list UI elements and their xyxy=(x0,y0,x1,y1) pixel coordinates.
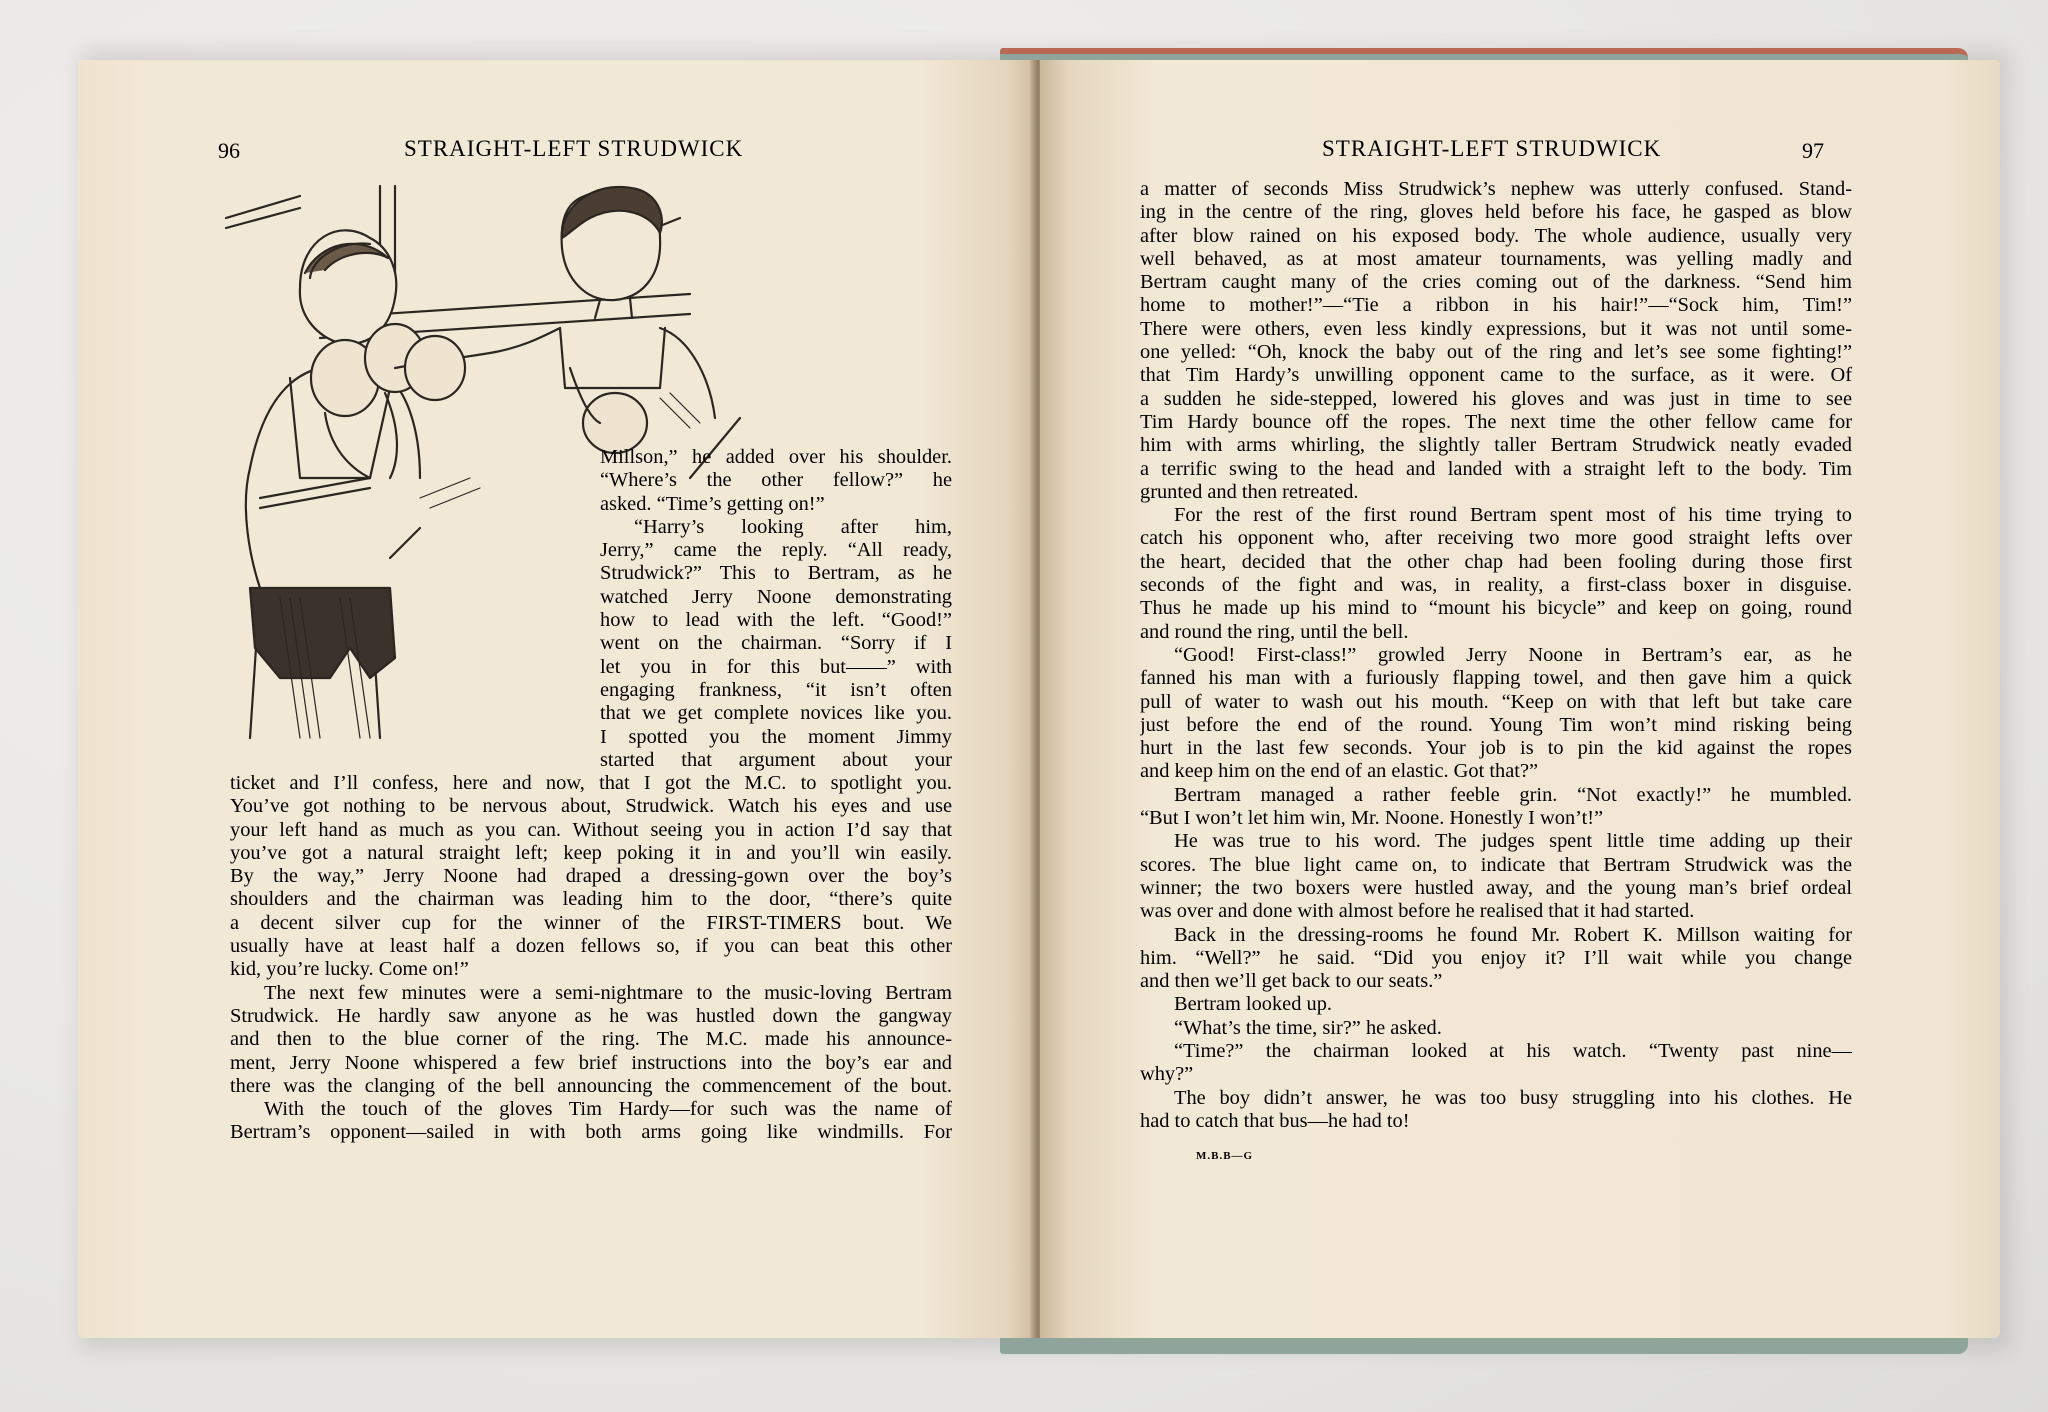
text-line: one yelled: “Oh, knock the baby out of the ring and let’s see some fighting!” xyxy=(1140,341,1852,364)
text-line: how to lead with the left. “Good!” xyxy=(600,609,952,632)
text-line: winner; the two boxers were hustled away, and the young man’s brief ordeal xyxy=(1140,876,1852,899)
text-line: well behaved, as at most amateur tournaments, was yelling madly and xyxy=(1140,247,1852,270)
text-line: The boy didn’t answer, he was too busy struggling into his clothes. He xyxy=(1174,1086,1852,1109)
text-line: that we get complete novices like you. xyxy=(600,702,952,725)
text-line: just before the end of the round. Young Tim won’t mind risking being xyxy=(1140,713,1852,736)
text-line: pull of water to wash out his mouth. “Keep on with that left but take care xyxy=(1140,690,1852,713)
text-line: hurt in the last few seconds. Your job is to pin the kid against the ropes xyxy=(1140,737,1852,760)
text-line: and then to the blue corner of the ring. The M.C. made his announce- xyxy=(230,1028,952,1051)
text-line: For the rest of the first round Bertram spent most of his time trying to xyxy=(1174,504,1852,527)
text-line: the heart, decided that the other chap had been fooling during those first xyxy=(1140,550,1852,573)
text-line: Tim Hardy bounce off the ropes. The next time the other fellow came for xyxy=(1140,410,1852,433)
text-line: He was true to his word. The judges spent little time adding up their xyxy=(1174,830,1852,853)
text-line: engaging frankness, “it isn’t often xyxy=(600,678,952,701)
text-line: a terrific swing to the head and landed with a straight left to the body. Tim xyxy=(1140,457,1852,480)
text-line: and round the ring, until the bell. xyxy=(1140,620,1409,643)
right-page-number: 97 xyxy=(1802,138,1824,163)
left-wrap-text xyxy=(600,446,952,772)
text-line: Strudwick?” This to Bertram, as he xyxy=(600,562,952,585)
text-line: asked. “Time’s getting on!” xyxy=(600,492,825,515)
text-line: your left hand as much as you can. Without seeing you in action I’d say that xyxy=(230,818,952,841)
text-line: grunted and then retreated. xyxy=(1140,480,1359,503)
text-line: him with arms whirling, the slightly taller Bertram Strudwick neatly evaded xyxy=(1140,434,1852,457)
text-line: I spotted you the moment Jimmy xyxy=(600,725,952,748)
text-line: Thus he made up his mind to “mount his bicycle” and keep on going, round xyxy=(1140,597,1852,620)
text-line: that Tim Hardy’s unwilling opponent came to the surface, as it were. Of xyxy=(1140,364,1852,387)
text-line: ing in the centre of the ring, gloves held before his face, he gasped as blow xyxy=(1140,201,1852,224)
text-line: him. “Well?” he said. “Did you enjoy it? I’ll wait while you change xyxy=(1140,946,1852,969)
text-line: home to mother!”—“Tie a ribbon in his hair!”—“Sock him, Tim!” xyxy=(1140,294,1852,317)
text-line: With the touch of the gloves Tim Hardy—for such was the name of xyxy=(264,1098,952,1121)
text-line: Back in the dressing-rooms he found Mr. Robert K. Millson waiting for xyxy=(1174,923,1852,946)
text-line: seconds of the fight and was, in reality, a first-class boxer in disguise. xyxy=(1140,574,1852,597)
text-line: “Where’s the other fellow?” he xyxy=(600,469,952,492)
text-line: Strudwick. He hardly saw anyone as he was hustled down the gangway xyxy=(230,1004,952,1027)
text-line: let you in for this but——” with xyxy=(600,655,952,678)
left-main-text xyxy=(230,772,952,1145)
text-line: was over and done with almost before he realised that it had started. xyxy=(1140,900,1695,923)
text-line: By the way,” Jerry Noone had draped a dressing-gown over the boy’s xyxy=(230,865,952,888)
text-line: Bertram managed a rather feeble grin. “Not exactly!” he mumbled. xyxy=(1174,783,1852,806)
text-line: “Harry’s looking after him, xyxy=(634,515,952,538)
text-line: after blow rained on his exposed body. The whole audience, usually very xyxy=(1140,224,1852,247)
left-running-head: STRAIGHT-LEFT STRUDWICK xyxy=(404,136,744,161)
text-line: “Good! First-class!” growled Jerry Noone in Bertram’s ear, as he xyxy=(1174,643,1852,666)
text-line: Jerry,” came the reply. “All ready, xyxy=(600,539,952,562)
text-line: scores. The blue light came on, to indicate that Bertram Strudwick was the xyxy=(1140,853,1852,876)
text-line: watched Jerry Noone demonstrating xyxy=(600,585,952,608)
text-line: Millson,” he added over his shoulder. xyxy=(600,446,952,468)
text-line: went on the chairman. “Sorry if I xyxy=(600,632,952,655)
text-line: The next few minutes were a semi-nightmare to the music-loving Bertram xyxy=(264,981,952,1004)
text-line: catch his opponent who, after receiving two more good straight lefts over xyxy=(1140,527,1852,550)
text-line: usually have at least half a dozen fellows so, if you can beat this other xyxy=(230,935,952,958)
text-line: a matter of seconds Miss Strudwick’s nephew was utterly confused. Stand- xyxy=(1140,178,1852,200)
text-line: ticket and I’ll confess, here and now, that I got the M.C. to spotlight you. xyxy=(230,772,952,794)
text-line: had to catch that bus—he had to! xyxy=(1140,1109,1410,1132)
text-line: started that argument about your xyxy=(600,748,952,771)
text-line: a sudden he side-stepped, lowered his gloves and was just in time to see xyxy=(1140,387,1852,410)
text-line: There were others, even less kindly expressions, but it was not until some- xyxy=(1140,317,1852,340)
text-line: and then we’ll get back to our seats.” xyxy=(1140,970,1443,993)
right-main-text xyxy=(1140,178,1852,1133)
text-line: shoulders and the chairman was leading him to the door, “there’s quite xyxy=(230,888,952,911)
text-line: there was the clanging of the bell announcing the commencement of the bout. xyxy=(230,1074,952,1097)
text-line: “What’s the time, sir?” he asked. xyxy=(1174,1016,1442,1039)
text-line: a decent silver cup for the winner of the FIRST-TIMERS bout. We xyxy=(230,911,952,934)
right-running-head: STRAIGHT-LEFT STRUDWICK xyxy=(1322,136,1662,161)
left-page-number: 96 xyxy=(218,138,240,163)
text-line: why?” xyxy=(1140,1063,1194,1086)
text-line: Bertram’s opponent—sailed in with both arms going like windmills. For xyxy=(230,1121,952,1144)
text-line: “But I won’t let him win, Mr. Noone. Honestly I won’t!” xyxy=(1140,807,1604,830)
text-line: Bertram looked up. xyxy=(1174,993,1332,1016)
text-line: You’ve got nothing to be nervous about, Strudwick. Watch his eyes and use xyxy=(230,795,952,818)
text-line: kid, you’re lucky. Come on!” xyxy=(230,958,469,981)
boy-right-figure xyxy=(395,187,715,453)
signature-mark: M.B.B—G xyxy=(1196,1150,1254,1162)
text-line: you’ve got a natural straight left; keep poking it in and you’ll win easily. xyxy=(230,841,952,864)
text-line: Bertram caught many of the cries coming out of the darkness. “Send him xyxy=(1140,271,1852,294)
text-line: ment, Jerry Noone whispered a few brief instructions into the boy’s ear and xyxy=(230,1051,952,1074)
text-line: fanned his man with a furiously flapping towel, and then gave him a quick xyxy=(1140,667,1852,690)
text-line: and keep him on the end of an elastic. Got that?” xyxy=(1140,760,1539,783)
text-line: “Time?” the chairman looked at his watch. “Twenty past nine— xyxy=(1174,1039,1852,1062)
